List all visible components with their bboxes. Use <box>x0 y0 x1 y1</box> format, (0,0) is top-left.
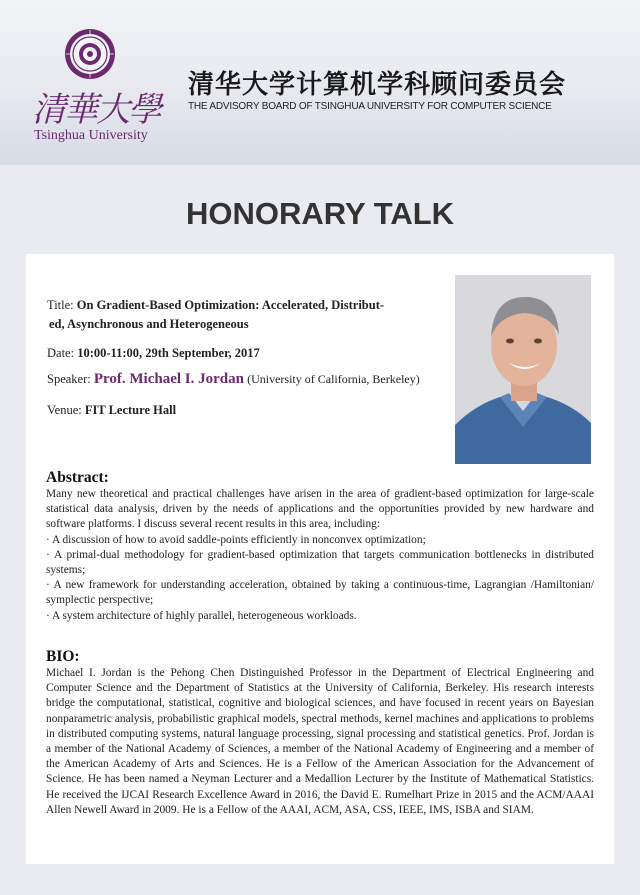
speaker-photo <box>455 275 591 464</box>
advisory-board-title-english: THE ADVISORY BOARD OF TSINGHUA UNIVERSITY FOR COMPUTER SCIENCE <box>188 101 552 112</box>
abstract-body <box>46 487 594 624</box>
speaker-field <box>47 371 420 388</box>
speaker-portrait-icon <box>455 275 591 464</box>
bio-heading: BIO: <box>46 648 80 665</box>
university-logo-chinese: 清華大學 <box>32 90 160 130</box>
advisory-board-title-chinese: 清华大学计算机学科顾问委员会 <box>188 70 567 100</box>
talk-title-field <box>47 298 384 313</box>
title-label: Title: <box>47 298 74 312</box>
talk-card <box>26 254 614 864</box>
speaker-label: Speaker: <box>47 372 91 386</box>
venue-label: Venue: <box>47 403 82 417</box>
honorary-talk-heading: HONORARY TALK <box>185 196 455 231</box>
abstract-item: · A system architecture of highly parallel, heterogeneous workloads. <box>46 609 357 622</box>
poster-header <box>0 0 640 165</box>
speaker-affiliation: (University of California, Berkeley) <box>247 372 420 386</box>
venue-field <box>47 403 176 418</box>
tsinghua-seal-icon <box>64 28 116 80</box>
date-label: Date: <box>47 346 75 360</box>
talk-title-line1: On Gradient-Based Optimization: Accelerated, Distribut- <box>76 298 385 312</box>
talk-date: 10:00-11:00, 29th September, 2017 <box>77 346 260 360</box>
abstract-intro: Many new theoretical and practical challenges have arisen in the area of gradient-based optimization for large-scale statistical data analysis, driven by the needs of applications and the opportunities provided by new hardware and software platforms. I discuss several recent results in this area, including: <box>46 488 594 531</box>
venue-name: FIT Lecture Hall <box>84 403 177 417</box>
abstract-item: · A discussion of how to avoid saddle-points efficiently in nonconvex optimization; <box>46 533 426 546</box>
abstract-item: · A primal-dual methodology for gradient-based optimization that targets communication bottlenecks in distributed systems; <box>46 548 594 577</box>
bio-body: Michael I. Jordan is the Pehong Chen Distinguished Professor in the Department of Electrical Engineering and Computer Science and the Department of Statistics at the University of California, Berkeley. His research interests bridge the computational, statistical, cognitive and biological sciences, and have focused in recent years on Bayesian nonparametric analysis, probabilistic graphical models, spectral methods, kernel machines and applications to problems in distributed computing systems, natural language processing, signal processing and statistical genetics. Prof. Jordan is a member of the National Academy of Sciences, a member of the National Academy of Engineering and a member of the American Academy of Arts and Sciences. He is a Fellow of the American Association for the Advancement of Science. He has been named a Neyman Lecturer and a Medallion Lecturer by the Institute of Mathematical Statistics. He received the IJCAI Research Excellence Award in 2016, the David E. Rumelhart Prize in 2015 and the ACM/AAAI Allen Newell Award in 2009. He is a Fellow of the AAAI, ACM, ASA, CSS, IEEE, IMS, ISBA and SIAM. <box>46 667 594 816</box>
abstract-heading: Abstract: <box>46 469 109 486</box>
talk-title-line2-field <box>49 317 249 332</box>
date-field <box>47 346 260 361</box>
talk-title-line2: ed, Asynchronous and Heterogeneous <box>49 317 249 331</box>
abstract-item: · A new framework for understanding acceleration, obtained by taking a continuous-time, Lagrangian /Hamiltonian/ symplectic perspective; <box>46 579 594 607</box>
speaker-name: Prof. Michael I. Jordan <box>93 371 244 387</box>
university-logo-english: Tsinghua University <box>34 128 148 143</box>
